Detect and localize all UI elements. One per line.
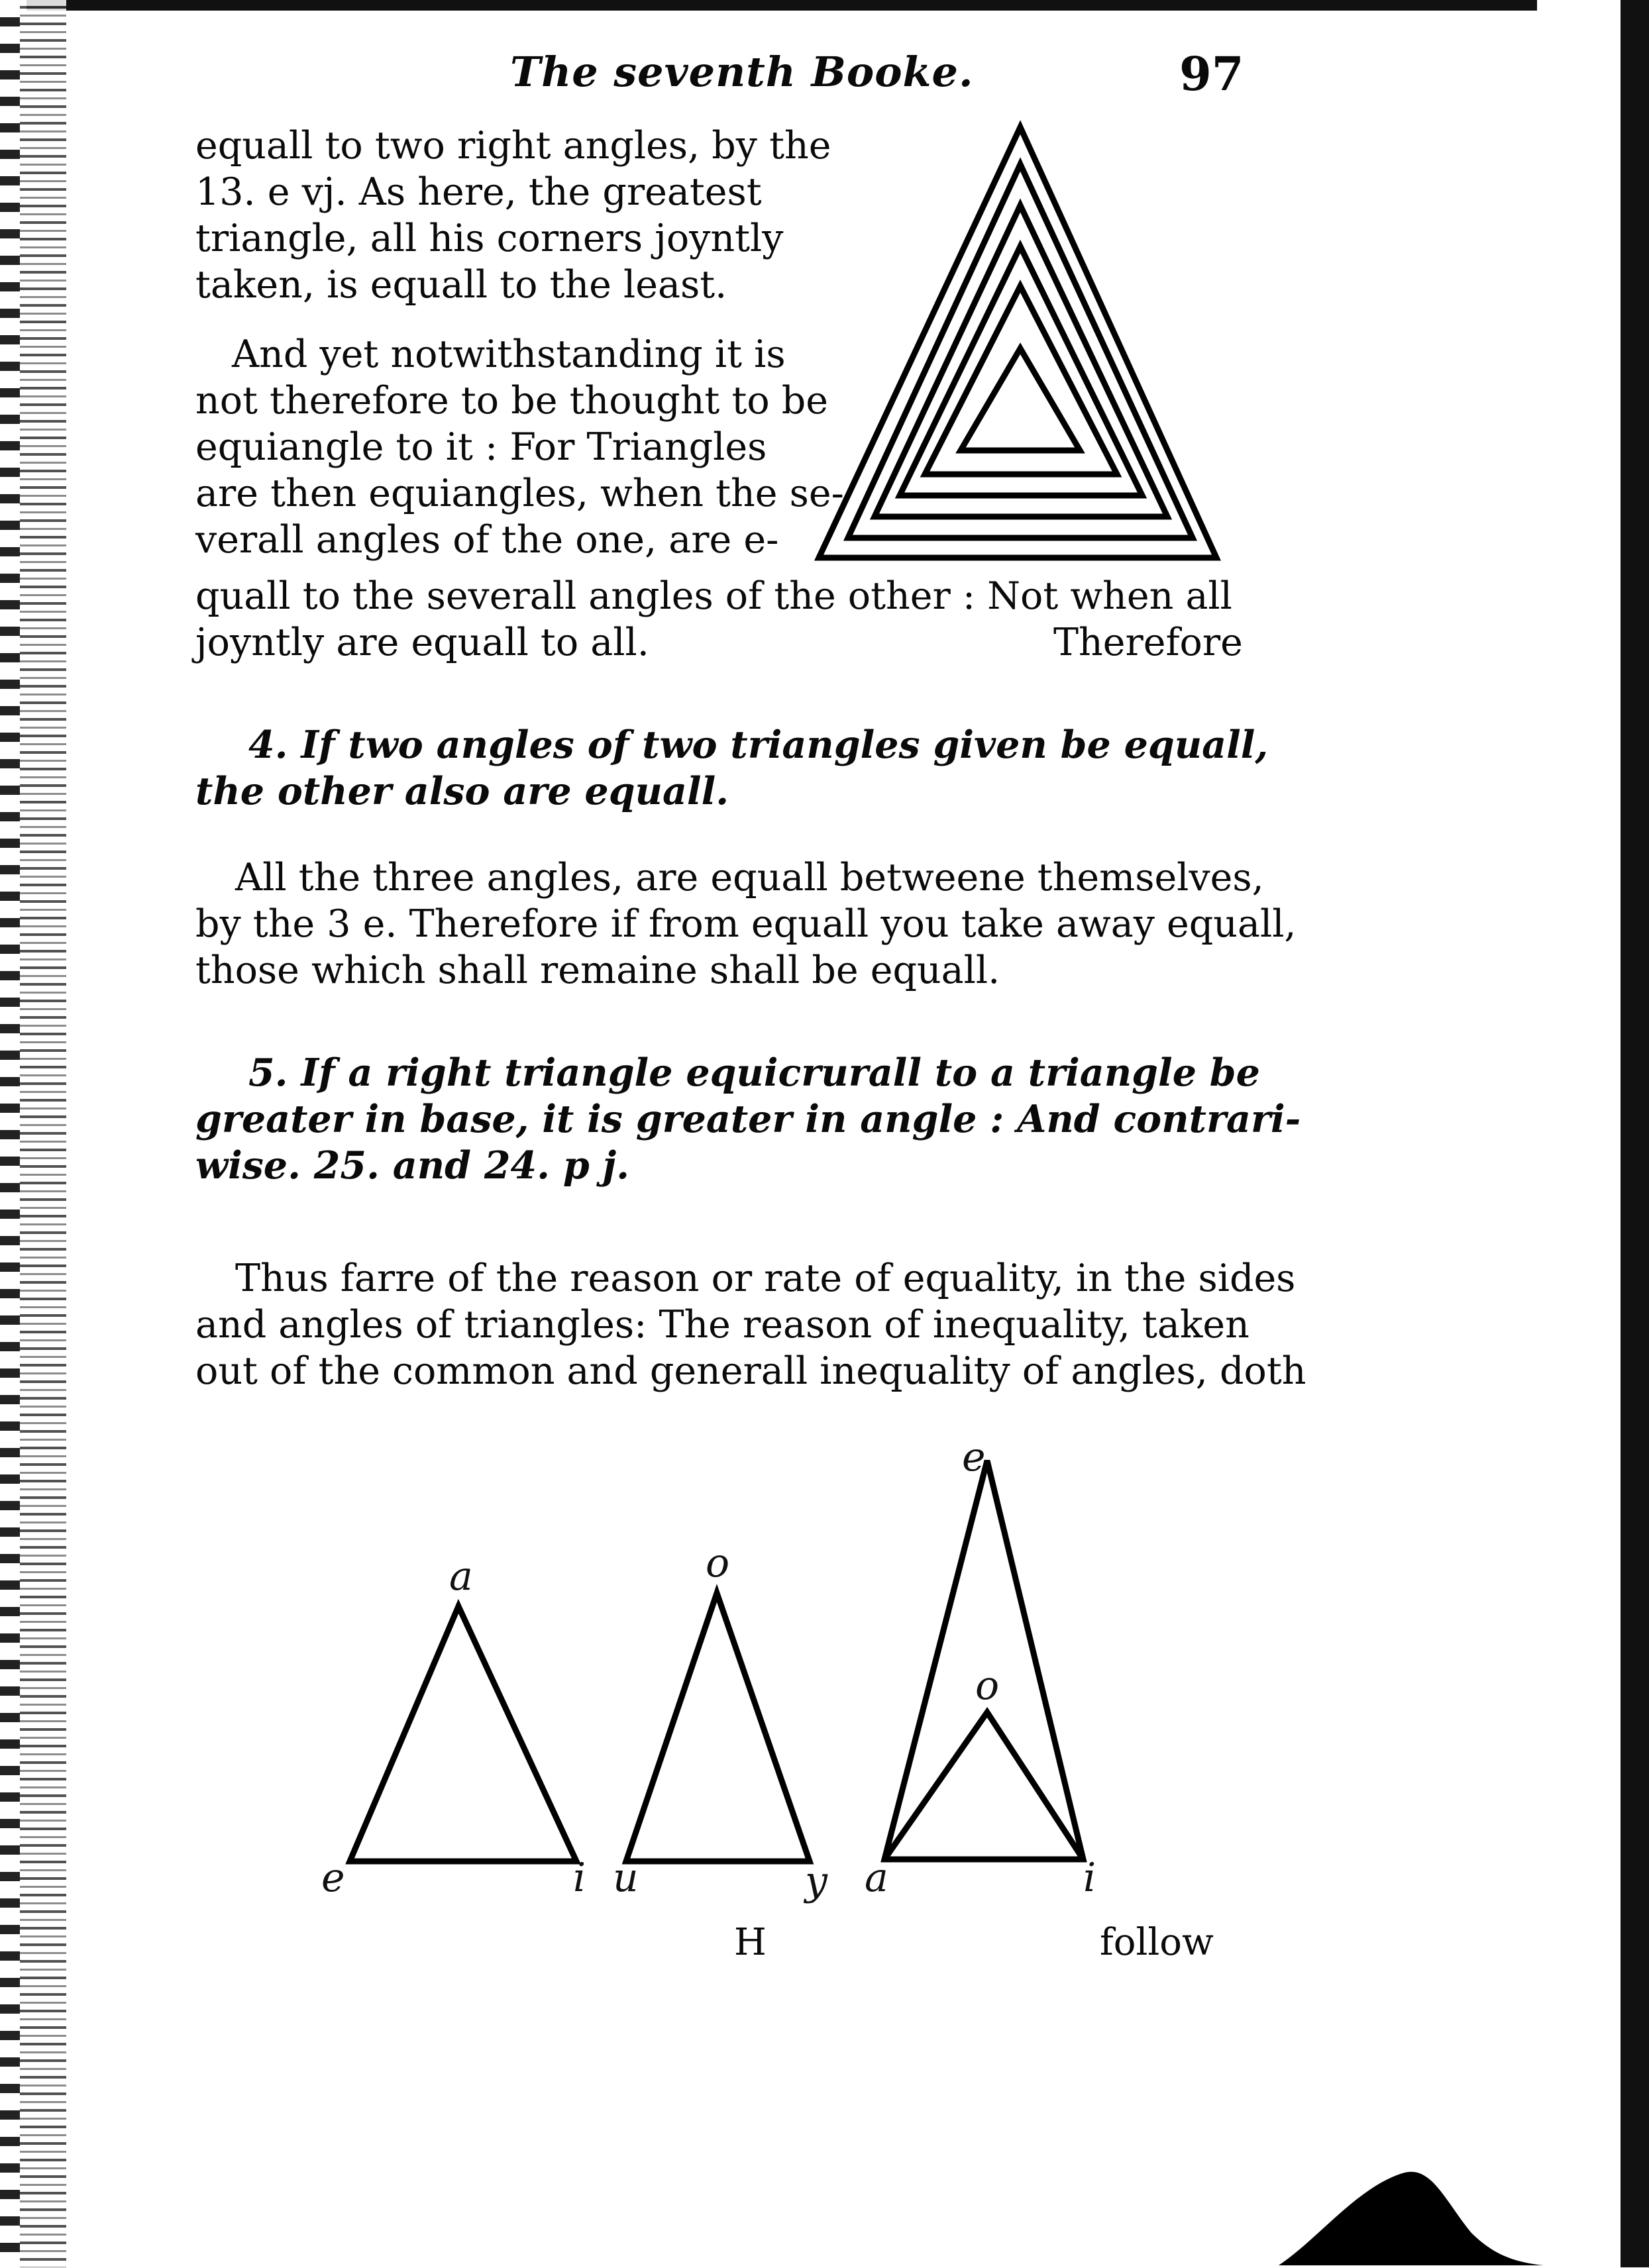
text-line: All the three angles, are equall betweene themselves,	[235, 856, 1264, 900]
label-tri2-left: u	[613, 1855, 639, 1901]
text-line: those which shall remaine shall be equall.	[195, 949, 1000, 992]
label-tri3-inner: o	[975, 1663, 1000, 1709]
scan-binding-shadow	[20, 0, 66, 2267]
intro-paragraph	[195, 123, 831, 308]
text-line: triangle, all his corners joyntly	[195, 217, 784, 260]
text-line: verall angles of the one, are e-	[195, 518, 779, 562]
text-line: Thus farre of the reason or rate of equality, in the sides	[235, 1257, 1296, 1300]
proposition-5	[195, 1050, 1301, 1189]
triangles-comparison-figure	[305, 1434, 1166, 1904]
label-tri3-right: i	[1083, 1855, 1096, 1901]
text-line: are then equiangles, when the se-	[195, 472, 844, 515]
scan-corner-shadow	[1279, 2159, 1544, 2265]
proof-4	[195, 854, 1297, 994]
text-line: quall to the severall angles of the other : Not when all	[195, 574, 1232, 618]
continuation-word: Therefore	[1053, 621, 1243, 664]
label-tri2-apex: o	[706, 1540, 730, 1586]
text-line: equall to two right angles, by the	[195, 124, 831, 168]
signature-mark: H	[734, 1921, 767, 1964]
text-line: taken, is equall to the least.	[195, 263, 727, 307]
label-tri1-right: i	[573, 1855, 586, 1901]
page-number: 97	[1179, 46, 1244, 101]
text-line: And yet notwithstanding it is	[232, 333, 786, 376]
label-tri2-right: y	[805, 1858, 827, 1904]
text-line: by the 3 e. Therefore if from equall you take away equall,	[195, 902, 1297, 946]
text-line: greater in base, it is greater in angle : And contrari-	[195, 1097, 1301, 1141]
triangle-aei	[350, 1606, 576, 1861]
catchword: follow	[1100, 1921, 1214, 1964]
label-tri1-left: e	[321, 1855, 345, 1901]
text-line: wise. 25. and 24. p j.	[195, 1143, 630, 1188]
text-line: 4. If two angles of two triangles given be equall,	[248, 723, 1269, 767]
label-tri3-left: a	[865, 1855, 888, 1901]
text-line: 5. If a right triangle equicrurall to a triangle be	[248, 1051, 1260, 1095]
scan-top-border	[27, 0, 1537, 11]
triangle-eai	[884, 1461, 1083, 1859]
scan-right-edge	[1607, 0, 1649, 2267]
text-line: joyntly are equall to all.	[195, 621, 649, 664]
scan-left-edge	[0, 0, 20, 2267]
proposition-4	[195, 722, 1268, 815]
closing-paragraph	[195, 1255, 1306, 1394]
triangle-ouy	[626, 1593, 810, 1861]
label-tri3-apex: e	[962, 1434, 986, 1480]
text-line: 13. e vj. As here, the greatest	[195, 170, 762, 214]
label-tri1-apex: a	[449, 1553, 473, 1600]
running-head: The seventh Booke.	[510, 48, 974, 96]
text-line: equiangle to it : For Triangles	[195, 425, 767, 469]
text-line: the other also are equall.	[195, 769, 729, 813]
notwithstanding-paragraph	[195, 331, 844, 563]
text-line: and angles of triangles: The reason of inequality, taken	[195, 1303, 1250, 1347]
text-line: out of the common and generall inequality of angles, doth	[195, 1349, 1306, 1393]
text-line: not therefore to be thought to be	[195, 379, 829, 423]
nested-triangles-figure	[802, 119, 1232, 570]
